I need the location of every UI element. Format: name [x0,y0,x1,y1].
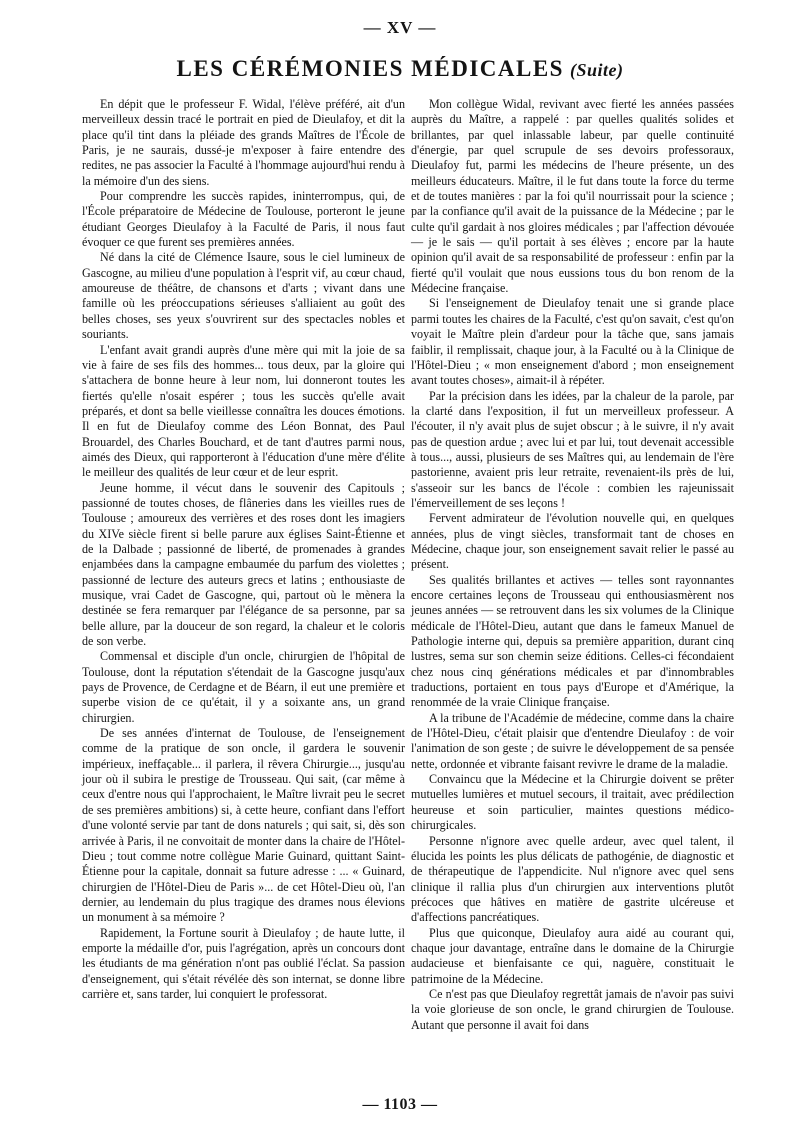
paragraph: Mon collègue Widal, revivant avec fierté les années passées auprès du Maître, a rappelé : par quelles qualités solides et brillantes, par quel inlassable labeur, par quelle continuité d'énergie, par quel scrupule de ses devoirs professoraux, Dieulafoy fut, parmi les médecins de l'heure présente, un des meilleurs éducateurs. Maître, il le fut dans toute la force du terme et de toutes manières : par la foi qu'il nourrissait pour la science ; par la confiance qu'il avait de la puissance de la Médecine ; par le culte qu'il gardait à nos gloires médicales ; par l'affection dévouée — je le sais — qu'il portait à ses élèves ; encore par la haute opinion qu'il avait de sa responsabilité de professeur : enfin par la fierté qu'il voulait que nous eussions tous du bon renom de la Médecine française. [411,97,734,296]
article-title [0,56,800,82]
paragraph: Personne n'ignore avec quelle ardeur, avec quel talent, il élucida les points les plus délicats de pathogénie, de diagnostic et de thérapeutique de l'appendicite. Nul n'ignore avec quel sens clinique il rallia plus d'un chirurgien aux interventions plutôt précoces que hâtives en matière de gastrite ulcéreuse et d'affections pancréatiques. [411,833,734,925]
paragraph: Ses qualités brillantes et actives — telles sont rayonnantes encore certaines leçons de Trousseau qui enthousiasmèrent nos jeunes années — se retrouvent dans les six volumes de la Clinique médicale de l'Hôtel-Dieu, autant que dans le fameux Manuel de Pathologie interne qui, depuis sa première apparition, durant cinq lustres, sema sur son chemin seize éditions. Celles-ci fécondaient chez nous cinq générations médicales et par d'innombrables traductions, portaient en tous pays d'Europe et d'Amérique, la renommée de la vraie Clinique française. [411,572,734,710]
paragraph: Par la précision dans les idées, par la chaleur de la parole, par la clarté dans l'exposition, il fut un merveilleux professeur. A l'écouter, il n'y avait plus de sujet obscur ; à le suivre, il n'y avait pas de question ardue ; avec lui et par lui, tout devenait accessible à tous..., aussi, plusieurs de ses Maîtres qui, au lendemain de l'ère pastorienne, avaient pris leur retraite, revenaient-ils près de lui, s'asseoir sur les bancs de l'école : combien les rajeunissait l'émerveillement de ses leçons ! [411,388,734,510]
paragraph: Convaincu que la Médecine et la Chirurgie doivent se prêter mutuelles lumières et mutuel secours, il traitait, avec prédilection heureuse et soin particulier, maintes questions médico-chirurgicales. [411,772,734,833]
paragraph: De ses années d'internat de Toulouse, de l'enseignement comme de la pratique de son oncle, il gardera le souvenir impérieux, ineffaçable... il parlera, il rêvera Chirurgie..., jusqu'au jour où il subira le prestige de Trousseau. Qui sait, (car même à ceux d'entre nous qui l'approchaient, le Maître livrait peu le secret de ses premières ambitions) si, à cette heure, confiant dans l'effort d'une volonté servie par tant de dons naturels ; qui sait, si, dès son arrivée à Paris, il ne convoitait de monter dans la chaire de l'Hôtel-Dieu ; tout comme notre collègue Marie Guinard, quittant Saint-Étienne pour la capitale, donnait sa future adresse : ... « Guinard, chirurgien de l'Hôtel-Dieu de Paris »... de cet Hôtel-Dieu où, l'an dernier, au lendemain du plus tragique des drames nous élevions un monument à sa mémoire ? [82,726,405,925]
page-folio: — 1103 — [362,1096,438,1113]
paragraph: Rapidement, la Fortune sourit à Dieulafoy ; de haute lutte, il emporte la médaille d'or, puis l'agrégation, après un concours dont les étudiants de ma génération n'ont pas oublié l'éclat. Sa passion d'enseignement, qui s'était révélée dès son internat, se donne libre carrière et, sans tarder, lui conquiert le professorat. [82,925,405,1001]
article-title-text: LES CÉRÉMONIES MÉDICALES [176,56,564,81]
right-column [411,97,734,1033]
paragraph: Né dans la cité de Clémence Isaure, sous le ciel lumineux de Gascogne, au milieu d'une population à l'esprit vif, au cœur chaud, amoureuse de théâtre, de chansons et d'arts ; vivant dans une famille où les préoccupations sérieuses s'alliaient au goût des belles choses, ses yeux s'ouvrirent sur des spectacles nobles et souriants. [82,250,405,342]
paragraph: Commensal et disciple d'un oncle, chirurgien de l'hôpital de Toulouse, dont la réputation s'étendait de la Gascogne jusqu'aux pays de Provence, de Cerdagne et de Béarn, il eut une première et superbe vision de ce qu'était, il y a soixante ans, un grand chirurgien. [82,649,405,725]
paragraph: A la tribune de l'Académie de médecine, comme dans la chaire de l'Hôtel-Dieu, c'était plaisir que d'entendre Dieulafoy : de voir l'animation de son geste ; de suivre le développement de sa pensée nette, ordonnée et vibrante faisant revivre le drame de la maladie. [411,710,734,771]
section-page-number: — XV — [363,18,437,37]
paragraph: L'enfant avait grandi auprès d'une mère qui mit la joie de sa vie à faire de ses fils des hommes... tous deux, par la gloire qui s'attachera de bonne heure à leur nom, lui donneront toutes les fiertés qu'elle n'osait espérer ; tous les succès qu'elle avait préparés, et dont sa belle vieillesse connaîtra les douces émotions. Il en fut de Dieulafoy comme des Léon Bonnat, des Paul Brouardel, des Charles Bouchard, et de tant d'autres parmi nous, aimés des Dieux, qui rapporteront à l'éducation d'une mère d'élite le meilleur des qualités de leur cœur et de leur esprit. [82,342,405,480]
paragraph: En dépit que le professeur F. Widal, l'élève préféré, ait d'un merveilleux dessin tracé le portrait en pied de Dieulafoy, et dit la place qu'il tint dans la pléiade des grands Maîtres de l'École de Paris, je ne saurais, dussé-je m'exposer à faire entendre des redites, ne pas associer la Faculté à l'hommage aujourd'hui rendu à la mémoire d'un des siens. [82,97,405,188]
paragraph: Fervent admirateur de l'évolution nouvelle qui, en quelques années, plus de vingt siècles, transformait tant de choses en Médecine, chaque jour, son enseignement savait relier le passé au présent. [411,511,734,572]
article-subtitle: (Suite) [569,60,624,80]
paragraph: Plus que quiconque, Dieulafoy aura aidé au courant qui, chaque jour davantage, entraîne dans le domaine de la Chirurgie audacieuse et bienfaisante ce qui, naguère, constituait le patrimoine de la Médecine. [411,925,734,986]
left-column [82,97,405,1002]
paragraph: Ce n'est pas que Dieulafoy regrettât jamais de n'avoir pas suivi la voie glorieuse de son oncle, le grand chirurgien de Toulouse. Autant que personne il avait foi dans [411,986,734,1032]
paragraph: Jeune homme, il vécut dans le souvenir des Capitouls ; passionné de toutes choses, de flâneries dans les vieilles rues de Toulouse ; amoureux des verrières et des roses dont les imagiers du XIVe siècle firent si belle parure aux églises Saint-Étienne et de la Dalbade ; passionné de liberté, de promenades à grandes enjambées dans la campagne embaumée du parfum des violettes ; passionné de lecture des auteurs grecs et latins ; enthousiaste de musique, vrai Cadet de Gascogne, qui, partout où le mènera la destinée se fera remarquer par l'élégance de sa personne, par sa belle allure, par la douceur de son regard, la chaleur et le coloris de son verbe. [82,480,405,649]
paragraph: Pour comprendre les succès rapides, ininterrompus, qui, de l'École préparatoire de Médecine de Toulouse, porteront le jeune étudiant Georges Dieulafoy à la Faculté de Paris, il nous faut évoquer ce que furent ses premières années. [82,189,405,250]
paragraph: Si l'enseignement de Dieulafoy tenait une si grande place parmi toutes les chaires de la Faculté, c'est qu'on savait, c'est qu'on voyait le Maître plein d'ardeur pour la tâche que, sans jamais faiblir, il remplissait, chaque jour, à la Faculté ou à la Clinique de l'Hôtel-Dieu ; « mon enseignement d'abord ; mon enseignement avant toutes choses», aimait-il à répéter. [411,296,734,388]
